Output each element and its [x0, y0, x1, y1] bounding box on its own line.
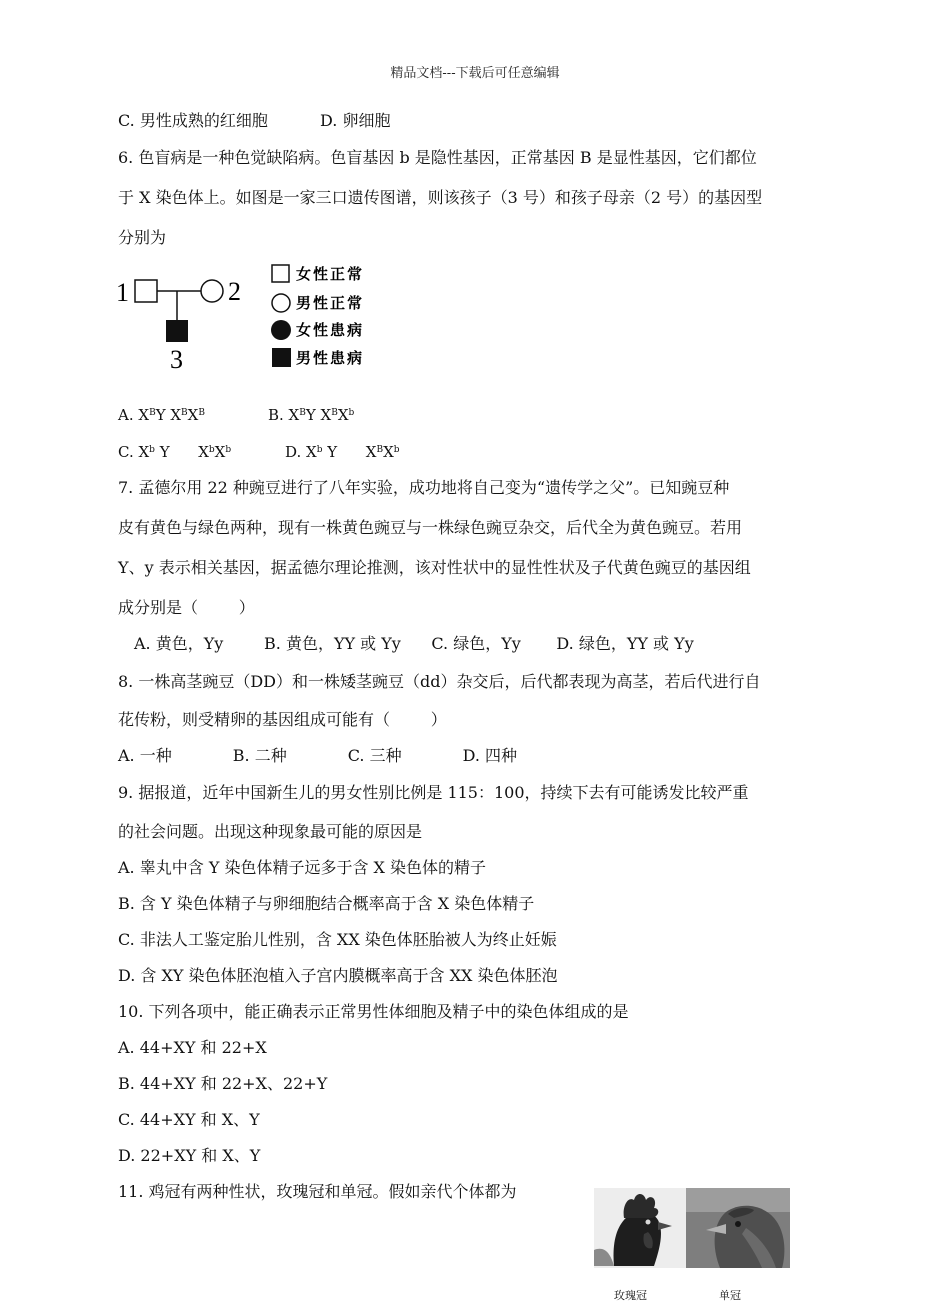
q6-line-2: 于 X 染色体上。如图是一家三口遗传图谱，则该孩子（3 号）和孩子母亲（2 号）的基因型	[118, 188, 763, 207]
hen-single-comb-photo	[686, 1188, 790, 1268]
q6-options-row-2	[118, 442, 400, 462]
q7-line-3: Y、y 表示相关基因，据孟德尔理论推测，该对性状中的显性性状及子代黄色豌豆的基因组	[118, 558, 751, 577]
legend-symbol-square-filled	[272, 348, 291, 367]
legend-item-4: 男性患病	[296, 349, 365, 367]
q6-options-row-1	[118, 405, 354, 425]
legend-symbol-circle-filled	[271, 320, 291, 340]
q6-option-b: B. $X^BY$ $X^BX^b$	[268, 406, 355, 424]
legend-item-1: 女性正常	[296, 265, 365, 283]
child-square-affected	[166, 320, 188, 342]
q6-line-1: 6. 色盲病是一种色觉缺陷病。色盲基因 b 是隐性基因，正常基因 B 是显性基因，它们都位	[118, 148, 757, 167]
q6-option-d: D. $X^b$ Y $X^BX^b$	[285, 443, 400, 461]
q5-option-d: D. 卵细胞	[320, 111, 391, 130]
q5-options	[118, 111, 390, 131]
q9-line-1: 9. 据报道，近年中国新生儿的男女性别比例是 115：100，持续下去有可能诱发比较严重	[118, 783, 749, 802]
q7-line-1: 7. 孟德尔用 22 种豌豆进行了八年实验，成功地将自己变为“遗传学之父”。已知豌豆种	[118, 478, 730, 497]
q6-line-3: 分别为	[118, 228, 167, 247]
legend-symbol-circle-empty	[272, 294, 290, 312]
q7-line-2: 皮有黄色与绿色两种，现有一株黄色豌豆与一株绿色豌豆杂交，后代全为黄色豌豆。若用	[118, 518, 743, 537]
q8-options: A. 一种 B. 二种 C. 三种 D. 四种	[118, 746, 518, 765]
legend-item-3: 女性患病	[296, 321, 365, 339]
pedigree-label-3: 3	[170, 345, 183, 374]
q10-option-d: D. 22+XY 和 X、Y	[118, 1146, 261, 1165]
q8-line-2: 花传粉，则受精卵的基因组成可能有（ ）	[118, 710, 447, 729]
q10-option-a: A. 44+XY 和 22+X	[118, 1038, 267, 1057]
legend-item-2: 男性正常	[296, 294, 365, 312]
rooster-rose-comb-photo	[594, 1188, 686, 1268]
q7-line-4: 成分别是（ ）	[118, 598, 255, 617]
q11-line-1: 11. 鸡冠有两种性状，玫瑰冠和单冠。假如亲代个体都为	[118, 1182, 517, 1201]
q10-option-c: C. 44+XY 和 X、Y	[118, 1110, 260, 1129]
pedigree-label-1: 1	[116, 278, 129, 307]
q6-option-a: A. $X^BY$ $X^BX^B$	[118, 406, 205, 424]
mother-circle	[201, 280, 223, 302]
q5-option-c: C. 男性成熟的红细胞	[118, 111, 268, 130]
q9-option-d: D. 含 XY 染色体胚泡植入子宫内膜概率高于含 XX 染色体胚泡	[118, 966, 558, 985]
q7-options: A. 黄色，Yy B. 黄色，YY 或 Yy C. 绿色，Yy D. 绿色，YY 或 Yy	[134, 634, 694, 653]
pedigree-figure	[112, 262, 382, 382]
q9-option-a: A. 睾丸中含 Y 染色体精子远多于含 X 染色体的精子	[118, 858, 487, 877]
q9-option-b: B. 含 Y 染色体精子与卵细胞结合概率高于含 X 染色体精子	[118, 894, 535, 913]
caption-single-comb: 单冠	[719, 1289, 741, 1302]
legend-symbol-square-empty	[272, 265, 289, 282]
q8-line-1: 8. 一株高茎豌豆（DD）和一株矮茎豌豆（dd）杂交后，后代都表现为高茎，若后代进行自	[118, 672, 761, 691]
q10-line-1: 10. 下列各项中，能正确表示正常男性体细胞及精子中的染色体组成的是	[118, 1002, 629, 1021]
pedigree-label-2: 2	[228, 277, 241, 306]
page-header: 精品文档---下载后可任意编辑	[390, 66, 560, 81]
q6-option-c: C. $X^b$ Y $X^bX^b$	[118, 443, 232, 461]
caption-rose-comb: 玫瑰冠	[614, 1289, 647, 1302]
father-square	[135, 280, 157, 302]
q10-option-b: B. 44+XY 和 22+X、22+Y	[118, 1074, 328, 1093]
q9-option-c: C. 非法人工鉴定胎儿性别，含 XX 染色体胚胎被人为终止妊娠	[118, 930, 557, 949]
q9-line-2: 的社会问题。出现这种现象最可能的原因是	[118, 822, 423, 841]
